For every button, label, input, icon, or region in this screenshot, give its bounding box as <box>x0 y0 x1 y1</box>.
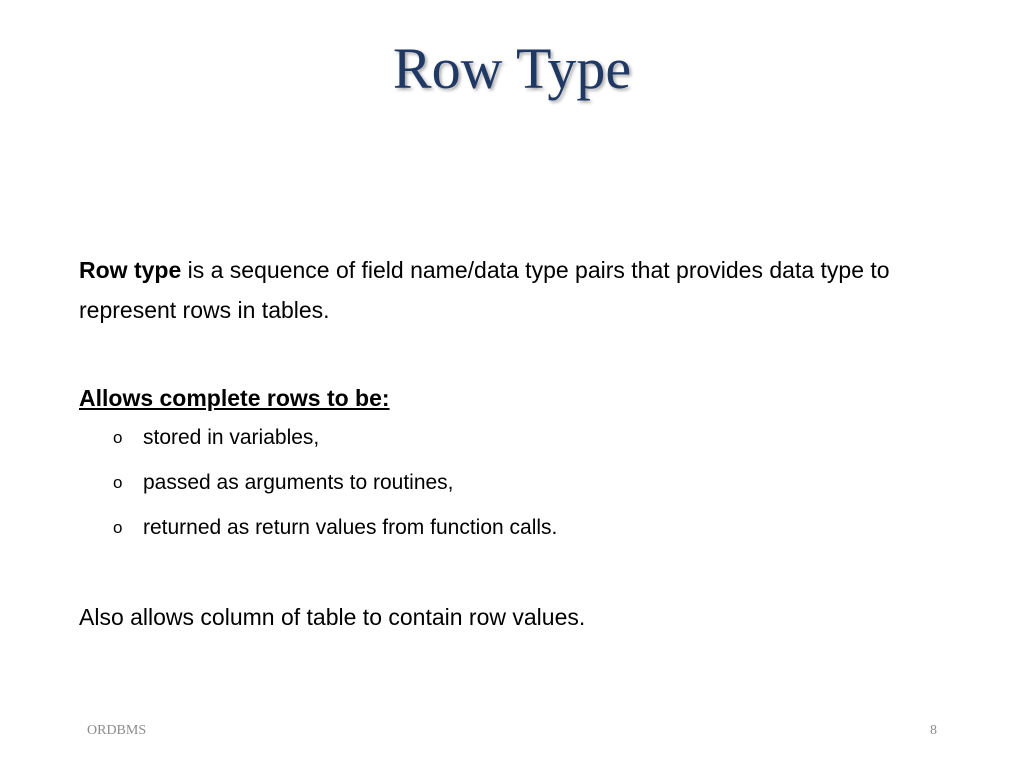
definition-text: is a sequence of field name/data type pairs that provides data type to represent rows in tables. <box>79 257 890 323</box>
slide-title: Row Type <box>392 36 632 101</box>
bullet-text: stored in variables, <box>143 426 320 449</box>
definition-paragraph <box>79 250 959 330</box>
bullet-list <box>79 415 959 550</box>
closing-paragraph: Also allows column of table to contain row values. <box>79 604 586 630</box>
bullet-text: passed as arguments to routines, <box>143 471 454 494</box>
definition-term: Row type <box>79 257 182 283</box>
slide-body <box>79 250 959 637</box>
allows-heading: Allows complete rows to be: <box>79 385 390 411</box>
spacer <box>79 330 959 383</box>
list-item <box>79 415 959 460</box>
page-number: 8 <box>930 723 937 738</box>
footer-label: ORDBMS <box>87 723 147 738</box>
bullet-marker: o <box>113 518 123 537</box>
list-item <box>79 460 959 505</box>
bullet-text: returned as return values from function calls. <box>143 516 558 539</box>
spacer <box>79 550 959 597</box>
bullet-marker: o <box>113 428 123 447</box>
bullet-marker: o <box>113 473 123 492</box>
list-item <box>79 505 959 550</box>
